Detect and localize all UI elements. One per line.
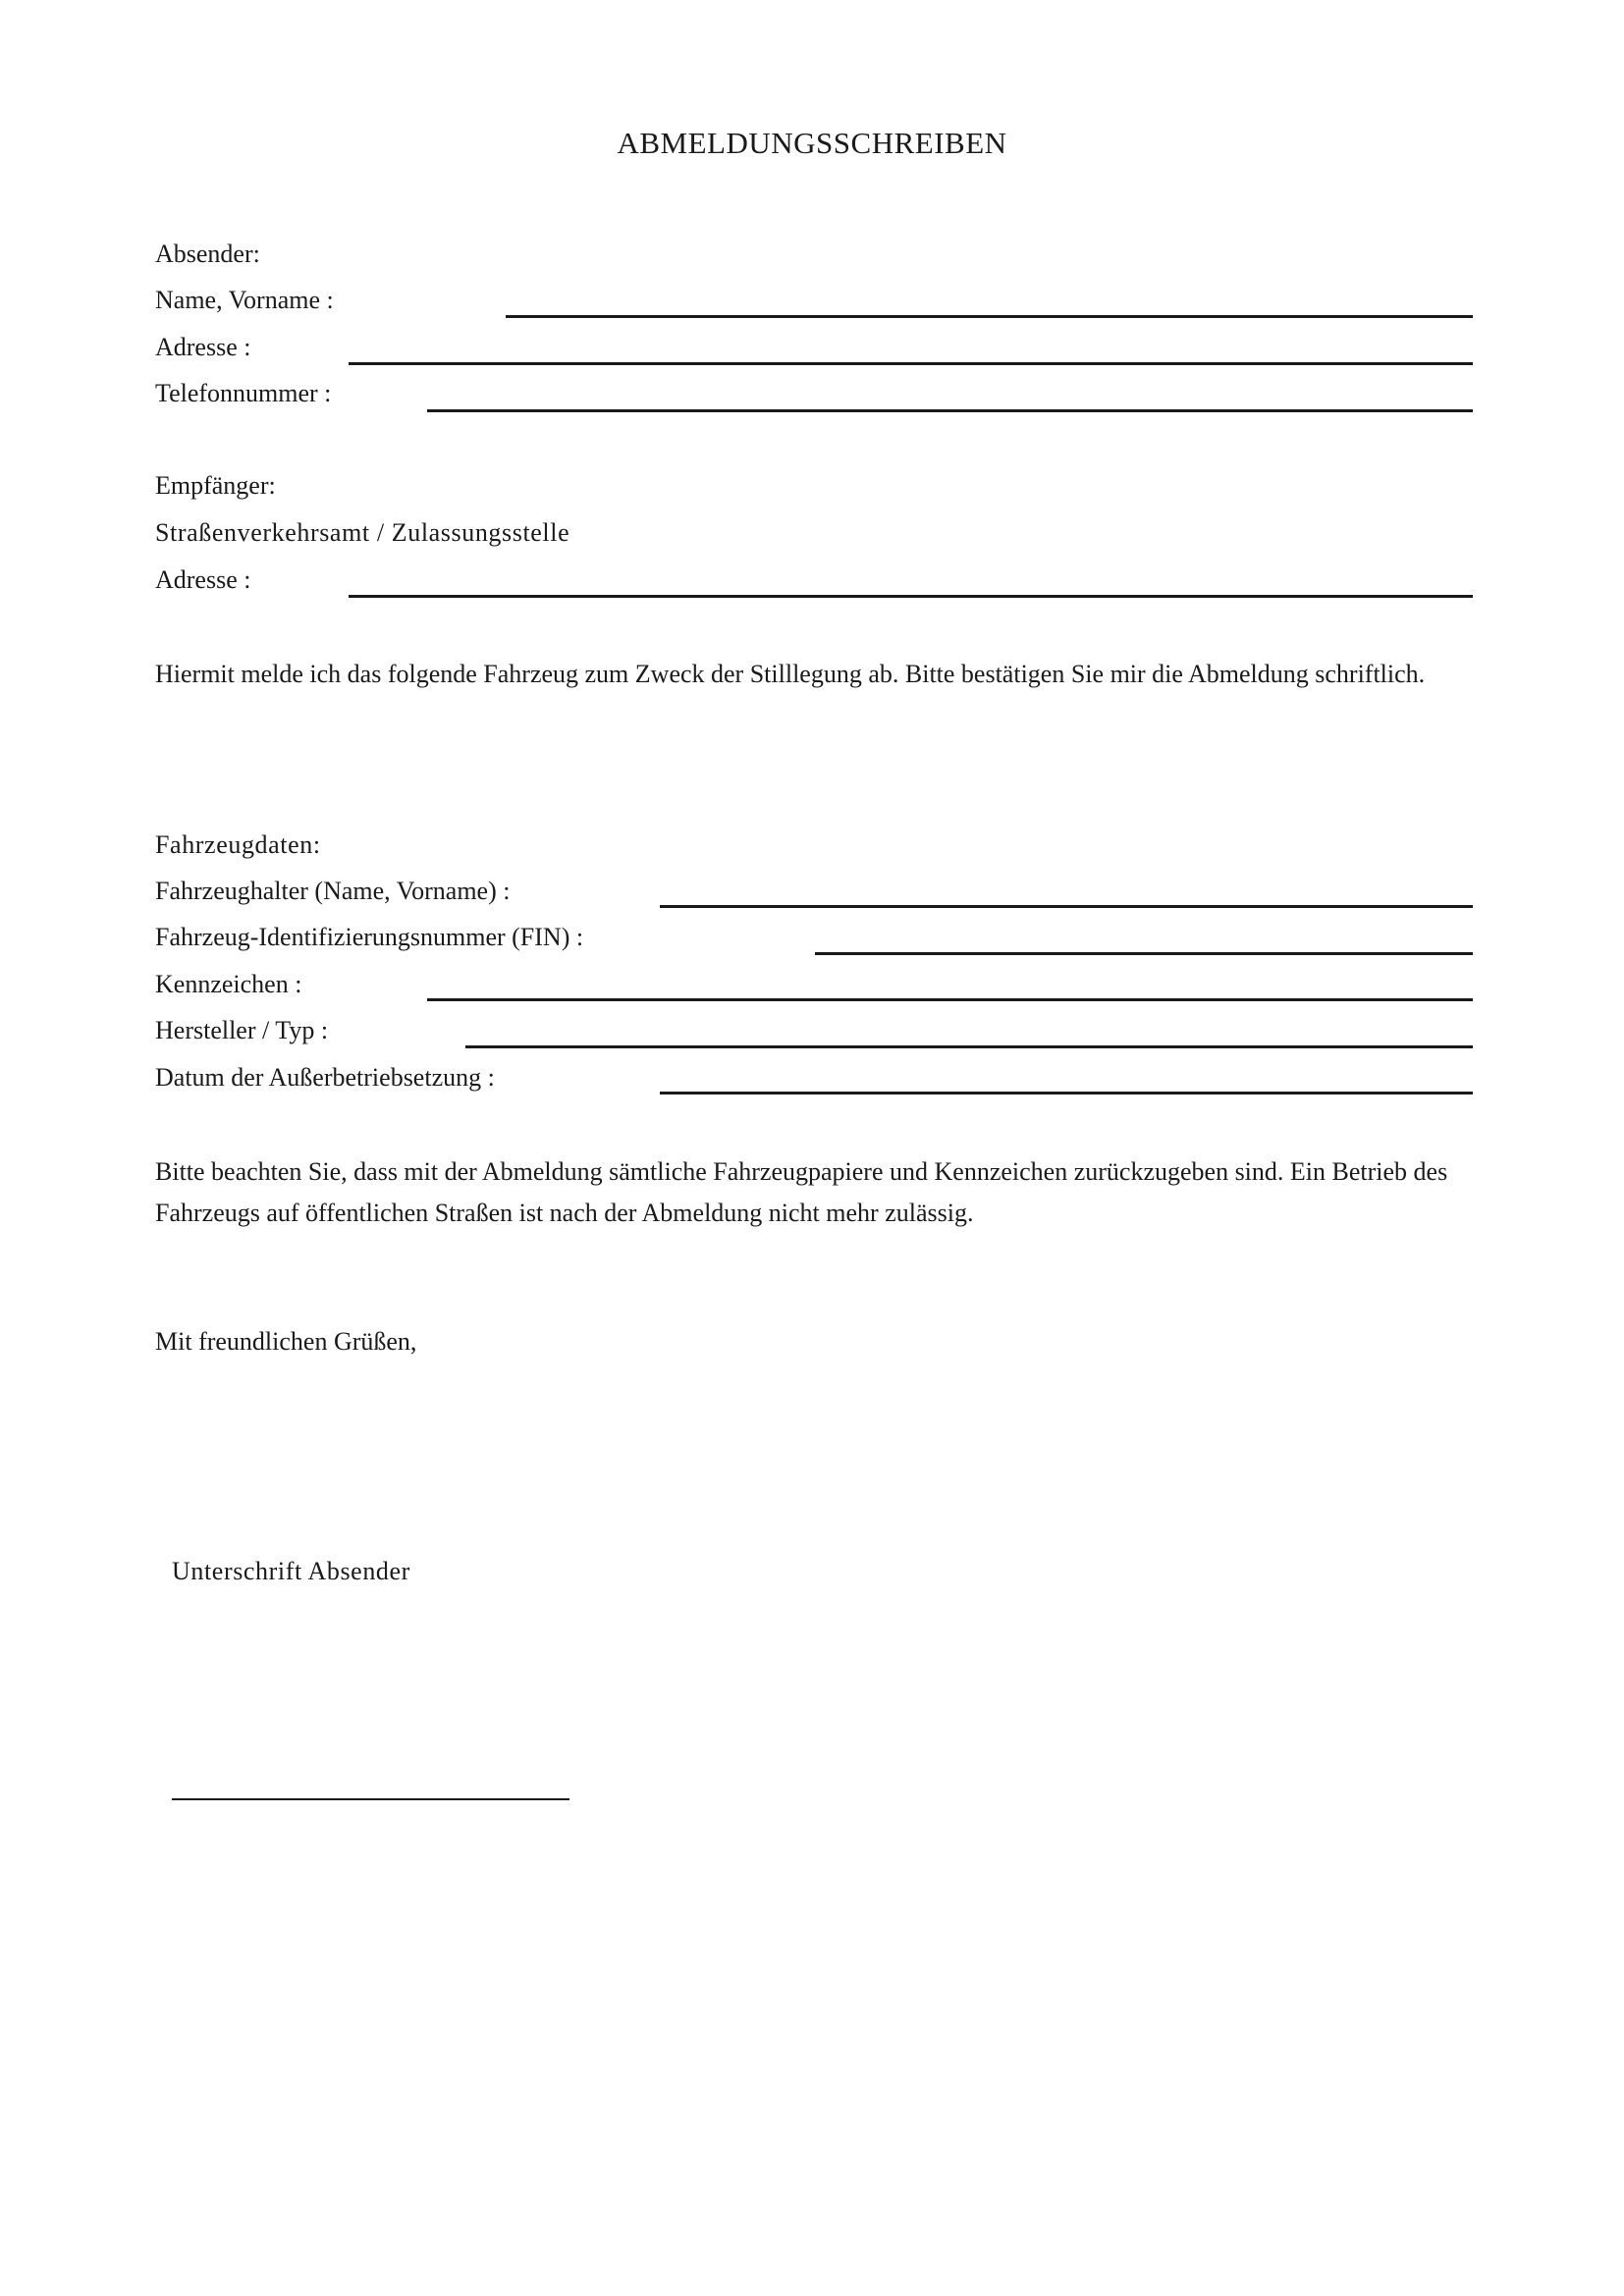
sender-name-label: Name, Vorname :	[155, 286, 334, 314]
signature-field[interactable]	[172, 1798, 569, 1800]
document-title: ABMELDUNGSSCHREIBEN	[617, 126, 1007, 160]
sender-phone-label: Telefonnummer :	[155, 379, 332, 407]
sender-address-label: Adresse :	[155, 333, 251, 361]
sender-heading: Absender:	[155, 240, 260, 268]
intro-paragraph: Hiermit melde ich das folgende Fahrzeug zum Zweck der Stilllegung ab. Bitte bestätigen Sie mir die Abmeldung schriftlich.	[155, 660, 1426, 688]
vehicle-date-label: Datum der Außerbetriebsetzung :	[155, 1063, 495, 1092]
notice-paragraph: Bitte beachten Sie, dass mit der Abmeldung sämtliche Fahrzeugpapiere und Kennzeichen zurückzugeben sind. Ein Betrieb des Fahrzeugs auf öffentlichen Straßen ist nach der Abmeldung nicht mehr zulässig.	[155, 1157, 1448, 1227]
vehicle-holder-label: Fahrzeughalter (Name, Vorname) :	[155, 877, 511, 905]
sender-phone-field[interactable]	[427, 409, 1473, 412]
vehicle-make-field[interactable]	[465, 1045, 1473, 1048]
sender-name-field[interactable]	[506, 315, 1473, 318]
vehicle-vin-field[interactable]	[815, 952, 1473, 955]
vehicle-date-field[interactable]	[660, 1092, 1473, 1095]
signature-label: Unterschrift Absender	[172, 1557, 410, 1585]
vehicle-make-label: Hersteller / Typ :	[155, 1016, 329, 1044]
sender-address-field[interactable]	[349, 362, 1473, 365]
recipient-authority: Straßenverkehrsamt / Zulassungsstelle	[155, 518, 570, 547]
recipient-address-label: Adresse :	[155, 565, 251, 594]
vehicle-holder-field[interactable]	[660, 905, 1473, 908]
vehicle-heading: Fahrzeugdaten:	[155, 830, 321, 859]
recipient-heading: Empfänger:	[155, 471, 276, 500]
vehicle-plate-label: Kennzeichen :	[155, 970, 302, 998]
vehicle-plate-field[interactable]	[427, 998, 1473, 1001]
closing-line: Mit freundlichen Grüßen,	[155, 1327, 417, 1356]
recipient-address-field[interactable]	[349, 595, 1473, 598]
vehicle-vin-label: Fahrzeug-Identifizierungsnummer (FIN) :	[155, 923, 584, 951]
